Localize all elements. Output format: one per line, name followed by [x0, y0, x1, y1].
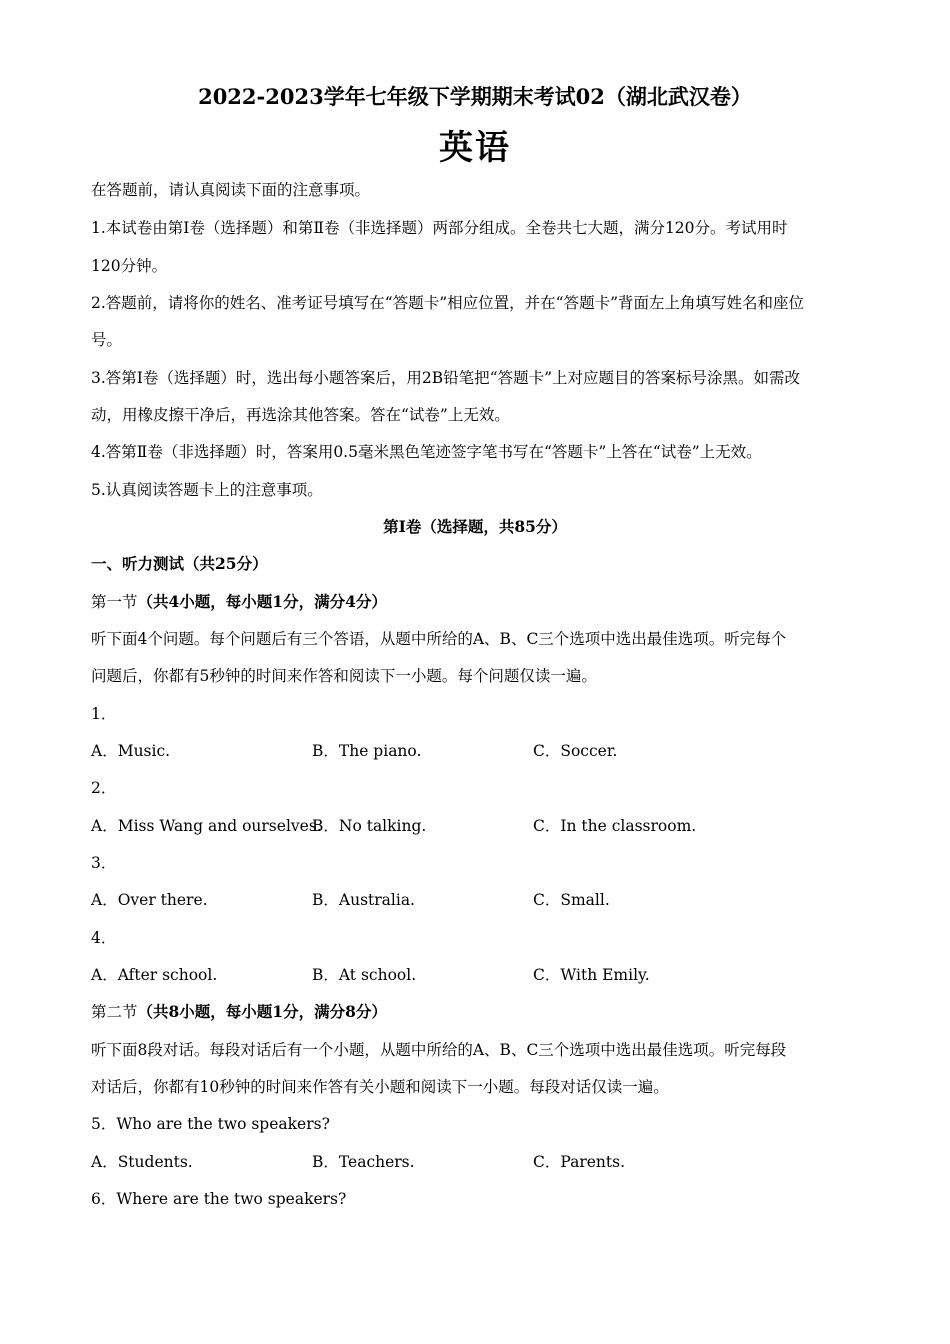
sub-section-label: 第一节 — [91, 593, 138, 611]
option-b: B．Teachers. — [312, 1153, 415, 1171]
option-a: A．Over there. — [91, 891, 208, 909]
option-b: B．No talking. — [312, 817, 427, 835]
option-a: A．Miss Wang and ourselves. — [91, 817, 322, 835]
notice-line: 号。 — [91, 331, 123, 349]
option-b: B．Australia. — [312, 891, 415, 909]
sub-section-detail: （共8小题，每小题1分，满分8分） — [137, 1002, 387, 1021]
option-c: C．Soccer. — [533, 742, 618, 760]
instruction-line: 对话后，你都有10秒钟的时间来作答有关小题和阅读下一小题。每段对话仅读一遍。 — [91, 1078, 669, 1096]
instruction-line: 听下面8段对话。每段对话后有一个小题，从题中所给的A、B、C三个选项中选出最佳选项。听完每段 — [91, 1041, 787, 1059]
notice-line: 120分钟。 — [91, 257, 168, 275]
instruction-line: 问题后，你都有5秒钟的时间来作答和阅读下一小题。每个问题仅读一遍。 — [91, 667, 597, 685]
notice-line: 1.本试卷由第Ⅰ卷（选择题）和第Ⅱ卷（非选择题）两部分组成。全卷共七大题，满分120分。考试用时 — [91, 219, 788, 237]
option-a: A．Music. — [91, 742, 171, 760]
notice-line: 4.答第Ⅱ卷（非选择题）时，答案用0.5毫米黑色笔迹签字笔书写在“答题卡”上答在“试卷”上无效。 — [91, 443, 762, 461]
option-a: A．Students. — [91, 1153, 193, 1171]
notice-line: 3.答第Ⅰ卷（选择题）时，选出每小题答案后，用2B铅笔把“答题卡”上对应题目的答案标号涂黑。如需改 — [91, 369, 801, 387]
option-b: B．At school. — [312, 966, 417, 984]
question-number: 1． — [91, 705, 117, 723]
option-c: C．Parents. — [533, 1153, 626, 1171]
question-number: 4． — [91, 929, 117, 947]
sub-section-detail: （共4小题，每小题1分，满分4分） — [137, 592, 387, 611]
sub-section-1 — [91, 590, 871, 614]
option-a: A．After school. — [91, 966, 218, 984]
question-number: 3． — [91, 854, 117, 872]
sub-section-2 — [91, 1000, 871, 1024]
question-number: 2． — [91, 779, 117, 797]
option-c: C．In the classroom. — [533, 817, 697, 835]
question-stem: 5．Who are the two speakers? — [91, 1115, 330, 1133]
notice-line: 动，用橡皮擦干净后，再选涂其他答案。答在“试卷”上无效。 — [91, 406, 510, 424]
part1-heading: 第Ⅰ卷（选择题，共85分） — [383, 517, 567, 536]
option-c: C．With Emily. — [533, 966, 650, 984]
question-stem: 6．Where are the two speakers? — [91, 1190, 347, 1208]
option-b: B．The piano. — [312, 742, 422, 760]
notice-line: 5.认真阅读答题卡上的注意事项。 — [91, 481, 323, 499]
section-title: 一、听力测试（共25分） — [91, 554, 268, 573]
sub-section-label: 第二节 — [91, 1003, 138, 1021]
exam-title: 2022-2023学年七年级下学期期末考试02（湖北武汉卷） — [198, 84, 752, 109]
instruction-line: 听下面4个问题。每个问题后有三个答语，从题中所给的A、B、C三个选项中选出最佳选项。听完每个 — [91, 630, 787, 648]
notice-line: 2.答题前，请将你的姓名、准考证号填写在“答题卡”相应位置，并在“答题卡”背面左上角填写姓名和座位 — [91, 294, 804, 312]
subject-title: 英语 — [439, 128, 511, 168]
option-c: C．Small. — [533, 891, 610, 909]
notice-intro: 在答题前，请认真阅读下面的注意事项。 — [91, 181, 371, 199]
